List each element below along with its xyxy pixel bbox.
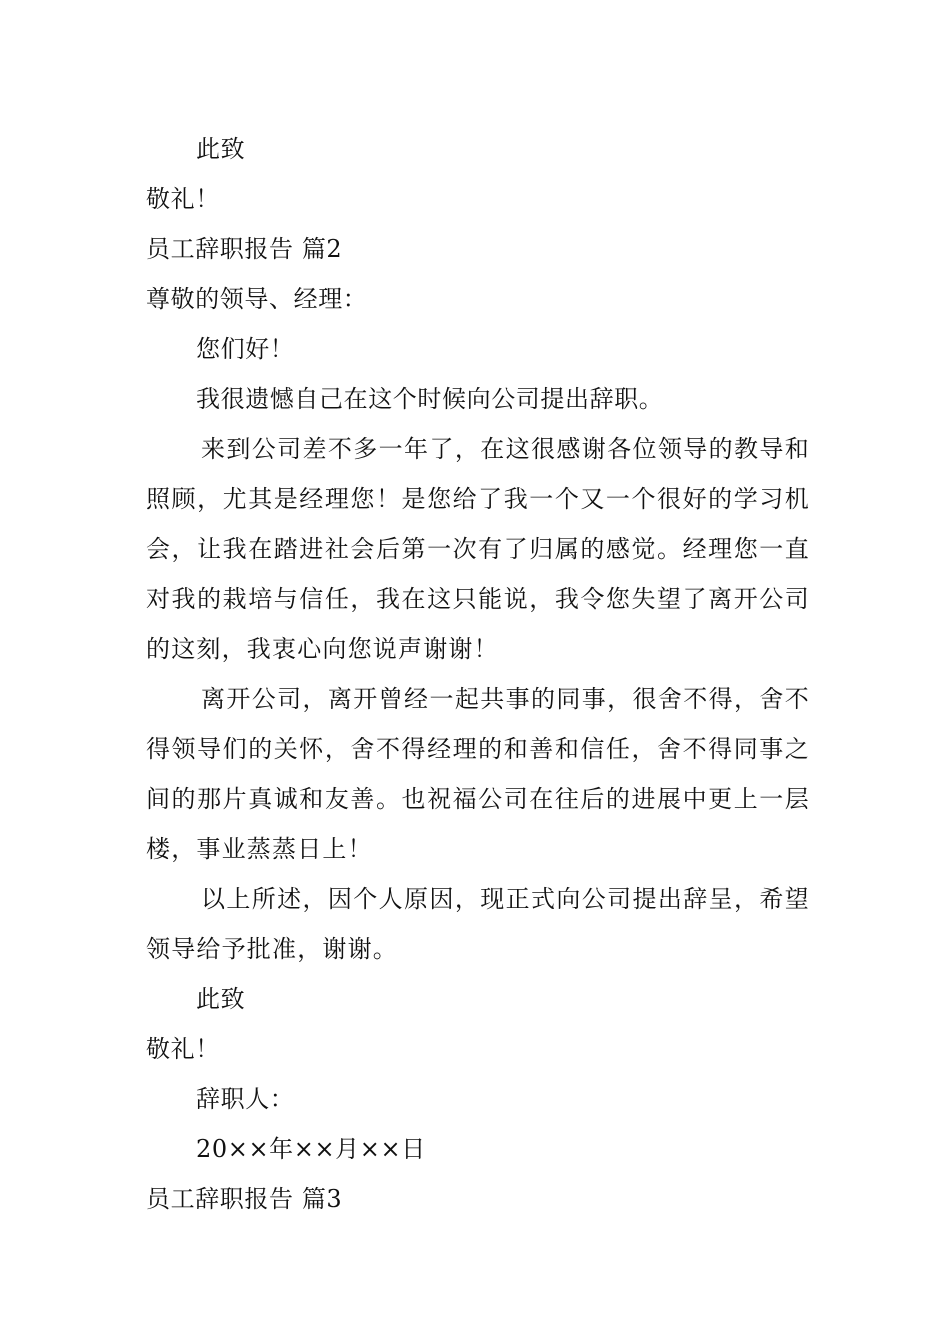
section-heading: 员工辞职报告 篇3: [146, 1185, 343, 1213]
body-paragraph: 来到公司差不多一年了，在这很感谢各位领导的教导和照顾，尤其是经理您！是您给了我一个又一个很好的学习机会，让我在踏进社会后第一次有了归属的感觉。经理您一直对我的栽培与信任，我在这只能说，我令您失望了离开公司的这刻，我衷心向您说声谢谢！: [146, 435, 810, 663]
body-paragraph: 离开公司，离开曾经一起共事的同事，很舍不得，舍不得领导们的关怀，舍不得经理的和善和信任，舍不得同事之间的那片真诚和友善。也祝福公司在往后的进展中更上一层楼，事业蒸蒸日上！: [146, 685, 810, 863]
signer-label: 辞职人：: [196, 1085, 295, 1113]
closing-jingli: 敬礼！: [146, 1035, 220, 1063]
date-line: 20××年××月××日: [196, 1135, 426, 1163]
body-paragraph: 以上所述，因个人原因，现正式向公司提出辞呈，希望领导给予批准，谢谢。: [146, 885, 810, 963]
greeting: 您们好！: [196, 335, 295, 363]
document-page: [146, 124, 810, 1224]
salutation: 尊敬的领导、经理：: [146, 285, 368, 313]
closing-cizhi: 此致: [196, 135, 246, 163]
section-heading: 员工辞职报告 篇2: [146, 235, 343, 263]
closing-cizhi: 此致: [196, 985, 246, 1013]
intro-line: 我很遗憾自己在这个时候向公司提出辞职。: [196, 385, 664, 413]
closing-jingli: 敬礼！: [146, 185, 220, 213]
